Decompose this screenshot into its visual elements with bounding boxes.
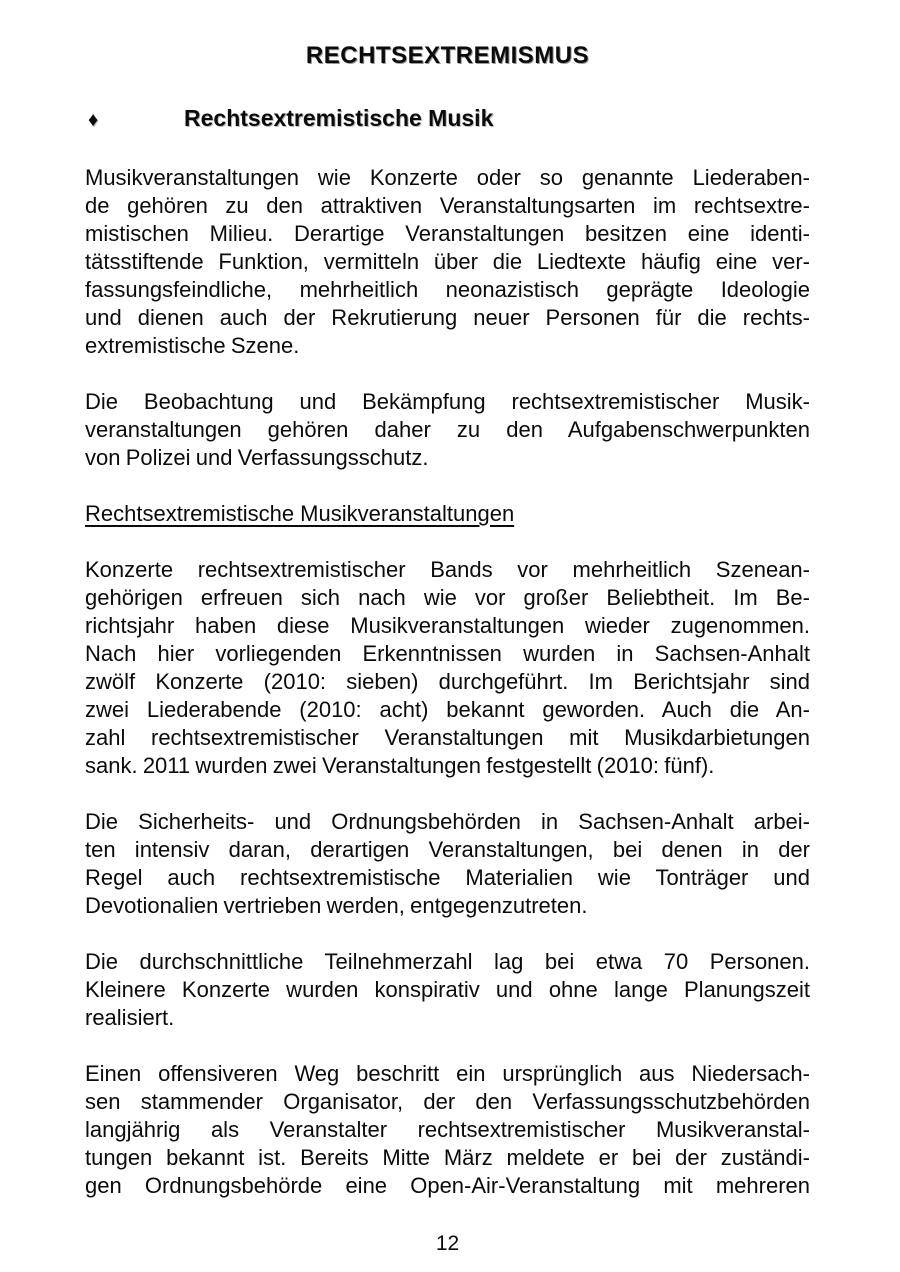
text-line: Regel auch rechtsextremistische Materialien wie Tonträger und — [85, 865, 810, 890]
text-line: de gehören zu den attraktiven Veranstaltungsarten im rechtsextre- — [85, 193, 810, 218]
text-line: zwölf Konzerte (2010: sieben) durchgeführt. Im Berichtsjahr sind — [85, 669, 810, 694]
text-line: zahl rechtsextremistischer Veranstaltungen mit Musikdarbietungen — [85, 725, 810, 750]
page-content — [85, 0, 810, 1200]
text-line: sank. 2011 wurden zwei Veranstaltungen festgestellt (2010: fünf). — [85, 753, 715, 778]
text-line: Die Beobachtung und Bekämpfung rechtsextremistischer Musik- — [85, 389, 810, 414]
subsection-heading — [85, 500, 810, 528]
text-line: langjährig als Veranstalter rechtsextremistischer Musikveranstal- — [85, 1117, 810, 1142]
text-line: extremistische Szene. — [85, 333, 300, 358]
text-line: veranstaltungen gehören daher zu den Aufgabenschwerpunkten — [85, 417, 810, 442]
text-line: sen stammender Organisator, der den Verfassungsschutzbehörden — [85, 1089, 810, 1114]
text-line: Einen offensiveren Weg beschritt ein ursprünglich aus Niedersach- — [85, 1061, 810, 1086]
diamond-bullet-icon: ♦ — [88, 109, 99, 131]
text-line: Musikveranstaltungen wie Konzerte oder so genannte Liederaben- — [85, 165, 810, 190]
paragraph-intro — [85, 164, 810, 360]
paragraph-concerts — [85, 556, 810, 780]
text-line: Nach hier vorliegenden Erkenntnissen wurden in Sachsen-Anhalt — [85, 641, 810, 666]
page-title: RECHTSEXTREMISMUS — [305, 42, 590, 69]
text-line: Devotionalien vertrieben werden, entgegenzutreten. — [85, 893, 588, 918]
text-line: Die durchschnittliche Teilnehmerzahl lag bei etwa 70 Personen. — [85, 949, 810, 974]
page-number: 12 — [435, 1232, 460, 1255]
paragraph-attendance — [85, 948, 810, 1032]
text-line: richtsjahr haben diese Musikveranstaltungen wieder zugenommen. — [85, 613, 810, 638]
text-line: gehörigen erfreuen sich nach wie vor großer Beliebtheit. Im Be- — [85, 585, 810, 610]
paragraph-observation — [85, 388, 810, 472]
text-line: Kleinere Konzerte wurden konspirativ und ohne lange Planungszeit — [85, 977, 810, 1002]
text-line: fassungsfeindliche, mehrheitlich neonazistisch geprägte Ideologie — [85, 277, 810, 302]
text-line: Die Sicherheits- und Ordnungsbehörden in Sachsen-Anhalt arbei- — [85, 809, 810, 834]
text-line: von Polizei und Verfassungsschutz. — [85, 445, 429, 470]
text-line: ten intensiv daran, derartigen Veranstaltungen, bei denen in der — [85, 837, 810, 862]
paragraph-authorities — [85, 808, 810, 920]
text-line: mistischen Milieu. Derartige Veranstaltungen besitzen eine identi- — [85, 221, 810, 246]
text-line: tungen bekannt ist. Bereits Mitte März meldete er bei der zuständi- — [85, 1145, 810, 1170]
section-heading-label: Rechtsextremistische Musik — [184, 105, 494, 131]
text-line: gen Ordnungsbehörde eine Open-Air-Veranstaltung mit mehreren — [85, 1173, 810, 1198]
paragraph-organizer — [85, 1060, 810, 1200]
text-line: realisiert. — [85, 1005, 175, 1030]
section-heading — [85, 104, 810, 134]
text-line: Konzerte rechtsextremistischer Bands vor mehrheitlich Szenean- — [85, 557, 810, 582]
text-line: tätsstiftende Funktion, vermitteln über die Liedtexte häufig eine ver- — [85, 249, 810, 274]
subsection-heading-label: Rechtsextremistische Musikveranstaltungen — [85, 501, 515, 526]
text-line: und dienen auch der Rekrutierung neuer Personen für die rechts- — [85, 305, 810, 330]
text-line: zwei Liederabende (2010: acht) bekannt geworden. Auch die An- — [85, 697, 810, 722]
